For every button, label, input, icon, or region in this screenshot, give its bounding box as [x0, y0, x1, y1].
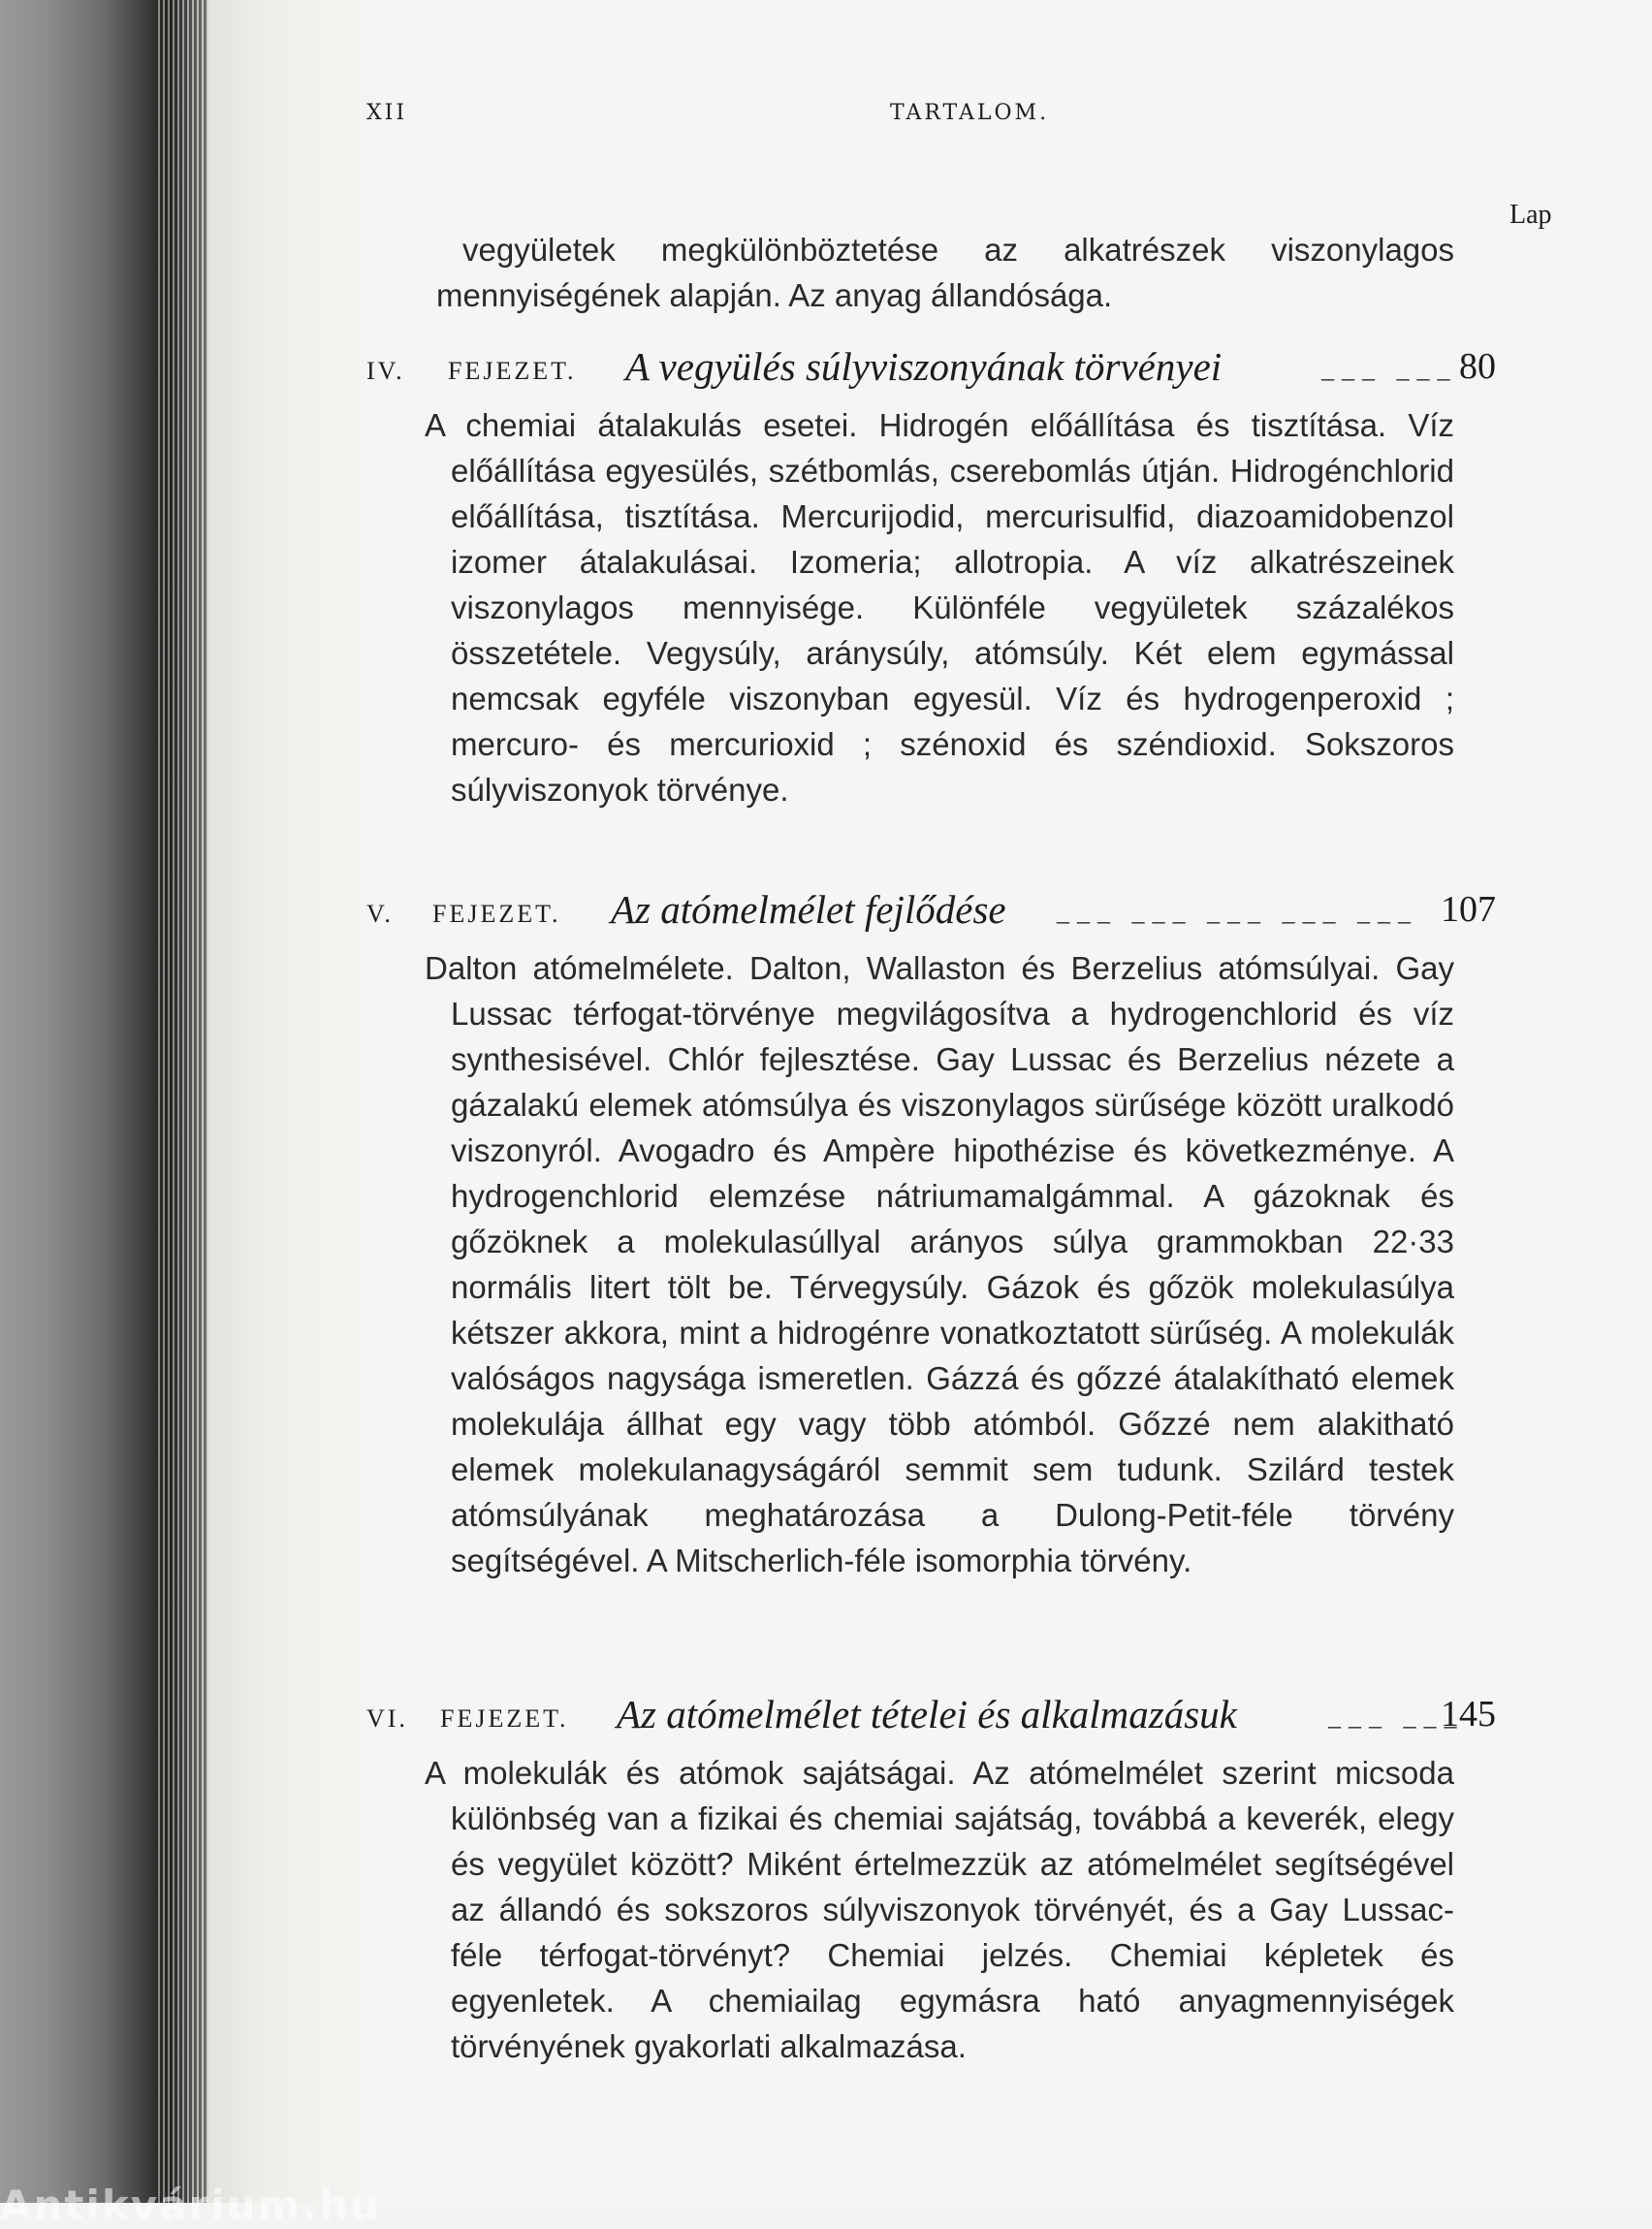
chapter-number: VI.	[366, 1704, 408, 1733]
dot-leaders: ___ ___	[1328, 1703, 1465, 1731]
chapter-summary-v: Dalton atómelmélete. Dalton, Wallaston és Berzelius atómsúlyai. Gay Lussac térfogat-törvénye megvilágosítva a hydrogenchlorid és víz synthesisével. Chlór fejlesztése. Gay Lussac és Berzelius nézete a gázalakú elemek atómsúlya és viszonylagos sürűsége között uralkodó viszonyról. Avogadro és Ampère hipothézise és következménye. A hydrogenchlorid elemzése nátriumamalgámmal. A gázoknak és gőzöknek a molekulasúllyal arányos súlya grammokban 22·33 normális litert tölt be. Térvegysúly. Gázok és gőzök molekulasúlya kétszer akkora, mint a hidrogénre vonatkoztatott sürűség. A molekulák valóságos nagysága ismeretlen. Gázzá és gőzzé átalakítható elemek molekulája állhat egy vagy több atómból. Gőzzé nem alakitható elemek molekulanagyságáról semmit sem tudunk. Szilárd testek atómsúlyának meghatározása a Dulong-Petit-féle törvény segítségével. A Mitscherlich-féle isomorphia törvény.	[425, 950, 1454, 1578]
page-number: XII	[366, 101, 408, 125]
continuation-summary: vegyületek megkülönböztetése az alkatrészek viszonylagos mennyiségének alapján. Az anyag állandósága.	[436, 232, 1454, 313]
running-title: TARTALOM.	[890, 101, 1050, 125]
chapter-label: FEJEZET.	[432, 900, 561, 928]
dot-leaders: ___ ___	[1321, 355, 1458, 383]
chapter-heading-vi	[366, 1687, 1496, 1745]
chapter-title: A vegyülés súlyviszonyának törvényei	[625, 344, 1223, 389]
chapter-summary-vi: A molekulák és atómok sajátságai. Az atómelmélet szerint micsoda különbség van a fizikai és chemiai sajátság, továbbá a keverék, elegy és vegyület között? Miként értelmezzük az atómelmélet segítségével az állandó és sokszoros súlyviszonyok törvényét, és a Gay Lussac-féle térfogat-törvényt? Chemiai jelzés. Chemiai képletek és egyenletek. A chemiailag egymásra ható anyagmennyiségek törvényének gyakorlati alkalmazása.	[425, 1755, 1454, 2064]
chapter-page: 107	[1441, 889, 1496, 930]
chapter-number: IV.	[366, 357, 405, 385]
chapter-label: FEJEZET.	[448, 357, 577, 385]
chapter-number: V.	[366, 900, 394, 928]
chapter-title: Az atómelmélet fejlődése	[611, 887, 1006, 932]
chapter-title: Az atómelmélet tételei és alkalmazásuk	[617, 1692, 1237, 1736]
page-column-label: Lap	[1509, 200, 1552, 230]
chapter-summary-iv: A chemiai átalakulás esetei. Hidrogén előállítása és tisztítása. Víz előállítása egyesülés, szétbomlás, cserebomlás útján. Hidrogénchlorid előállítása, tisztítása. Mercurijodid, mercurisulfid, diazoamidobenzol izomer átalakulásai. Izomeria; allotropia. A víz alkatrészeinek viszonylagos mennyisége. Különféle vegyületek százalékos összetétele. Vegysúly, aránysúly, atómsúly. Két elem egymással nemcsak egyféle viszonyban egyesül. Víz és hydrogenperoxid ; mercuro- és mercurioxid ; szénoxid és széndioxid. Sokszoros súlyviszonyok törvénye.	[425, 407, 1454, 808]
watermark: Antikvárium.hu	[0, 2181, 382, 2229]
chapter-page: 80	[1459, 346, 1496, 387]
chapter-heading-iv	[366, 339, 1496, 398]
chapter-label: FEJEZET.	[440, 1704, 569, 1733]
page-edges	[155, 0, 208, 2203]
dot-leaders: ___ ___ ___ ___ ___	[1057, 898, 1418, 926]
chapter-heading-v	[366, 882, 1496, 940]
chapter-page: 145	[1441, 1694, 1496, 1735]
